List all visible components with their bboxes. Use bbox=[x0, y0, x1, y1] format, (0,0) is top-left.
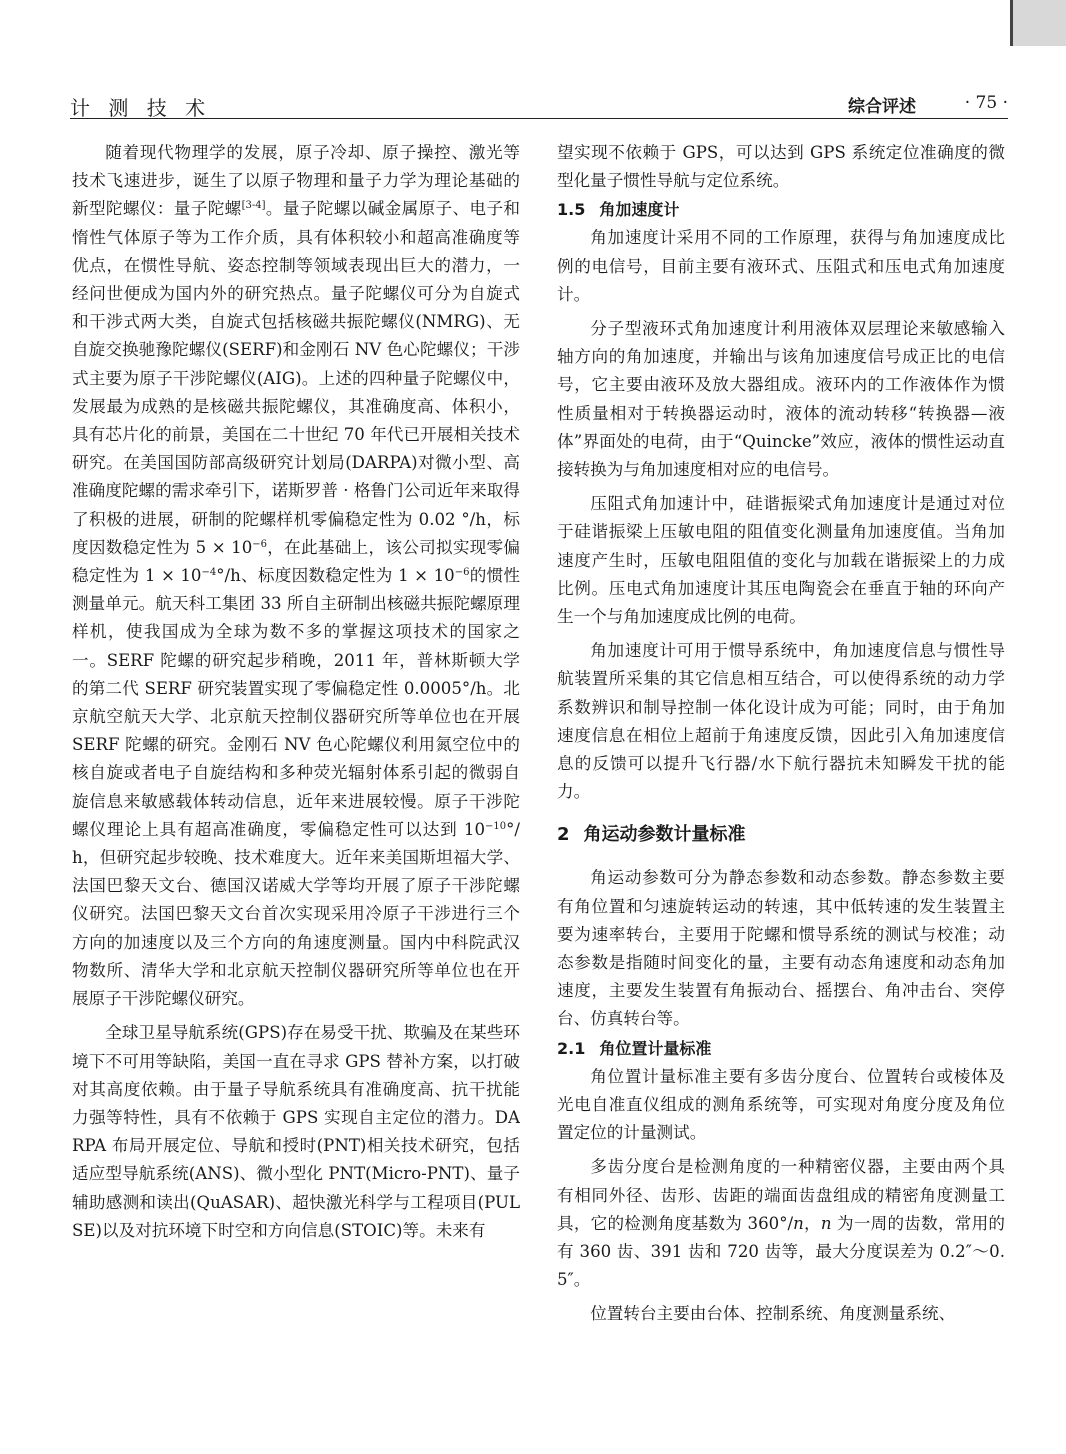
header-rule bbox=[70, 118, 1008, 119]
paragraph-liquid-ring: 分子型液环式角加速度计利用液体双层理论来敏感输入轴方向的角加速度，并输出与该角加速度信号成正比的电信号，它主要由液环及放大器组成。液环内的工作液体作为惯性质量相对于转换器运动时，液体的流动转移“转换器—液体”界面处的电荷，由于“Quincke”效应，液体的惯性运动直接转换为与角加速度相对应的电信号。 bbox=[557, 319, 1005, 480]
page-number: · 75 · bbox=[964, 93, 1008, 113]
paragraph-angular-position-standard: 角位置计量标准主要有多齿分度台、位置转台或棱体及光电自准直仪组成的测角系统等，可实现对角度分度及角位置定位的计量测试。 bbox=[557, 1066, 1005, 1143]
paragraph-piezoresistive: 压阻式角加速计中，硅谐振梁式角加速度计是通过对位于硅谐振梁上压敏电阻的阻值变化测量角加速度值。当角加速度产生时，压敏电阻阻值的变化与加载在谐振梁上的力成比例。压电式角加速度计其压电陶瓷会在垂直于轴的环向产生一个与角加速度成比例的电荷。 bbox=[557, 494, 1005, 627]
paragraph-continued: 望实现不依赖于 GPS，可以达到 GPS 系统定位准确度的微型化量子惯性导航与定位系统。 bbox=[557, 143, 1005, 191]
page-header bbox=[70, 90, 1008, 126]
citation-ref[interactable]: [3-4] bbox=[241, 200, 266, 212]
left-column bbox=[72, 139, 520, 1379]
paragraph-quantum-gyro: 随着现代物理学的发展，原子冷却、原子操控、激光等技术飞速进步，诞生了以原子物理和量子力学为理论基础的新型陀螺仪：量子陀螺[3-4]。量子陀螺以碱金属原子、电子和惰性气体原子等为工作介质，具有体积较小和超高准确度等优点，在惯性导航、姿态控制等领域表现出巨大的潜力，一经问世便成为国内外的研究热点。量子陀螺仪可分为自旋式和干涉式两大类，自旋式包括核磁共振陀螺仪(NMRG)、无自旋交换驰豫陀螺仪(SERF)和金刚石 NV 色心陀螺仪；干涉式主要为原子干涉陀螺仪(AIG)。上述的四种量子陀螺仪中，发展最为成熟的是核磁共振陀螺仪，其准确度高、体积小，具有芯片化的前景，美国在二十世纪 70 年代已开展相关技术研究。在美国国防部高级研究计划局(DARPA)对微小型、高准确度陀螺的需求牵引下，诺斯罗普 · 格鲁门公司近年来取得了积极的进展，研制的陀螺样机零偏稳定性为 0.02 °/h，标度因数稳定性为 $5 \times 10^{-6}$，在此基础上，该公司拟实现零偏稳定性为 $1 \times 10^{-4}^\circ/h$、标度因数稳定性为 $1 \times 10^{-6}$的惯性测量单元。航天科工集团 33 所自主研制出核磁共振陀螺原理样机，使我国成为全球为数不多的掌握这项技术的国家之一。SERF 陀螺的研究起步稍晚，2011 年，普林斯顿大学的第二代 SERF 研究装置实现了零偏稳定性 0.0005°/h。北京航空航天大学、北京航天控制仪器研究所等单位也在开展 SERF 陀螺的研究。金刚石 NV 色心陀螺仪利用氮空位中的核自旋或者电子自旋结构和多种荧光辐射体系引起的微弱自旋信息来敏感载体转动信息，近年来进展较慢。原子干涉陀螺仪理论上具有超高准确度，零偏稳定性可以达到 $10^{-10}^\circ/h$，但研究起步较晚、技术难度大。近年来美国斯坦福大学、法国巴黎天文台、德国汉诺威大学等均开展了原子干涉陀螺仪研究。法国巴黎天文台首次实现采用冷原子干涉进行三个方向的加速度以及三个方向的角速度测量。国内中科院武汉物数所、清华大学和北京航天控制仪器研究所等单位也在开展原子干涉陀螺仪研究。 bbox=[72, 143, 520, 1009]
paragraph-angular-params: 角运动参数可分为静态参数和动态参数。静态参数主要有角位置和匀速旋转运动的转速，其中低转速的发生装置主要为速率转台，主要用于陀螺和惯导系统的测试与校准；动态参数是指随时间变化的量，主要有动态角速度和动态角加速度，主要发生装置有角振动台、摇摆台、角冲击台、突停台、仿真转台等。 bbox=[557, 868, 1005, 1029]
paragraph-indexing-table: 多齿分度台是检测角度的一种精密仪器，主要由两个具有相同外径、齿形、齿距的端面齿盘组成的精密角度测量工具，它的检测角度基数为 360°/n，n 为一周的齿数，常用的有 360 齿、391 齿和 720 齿等，最大分度误差为 0.2″～0.5″。 bbox=[557, 1157, 1005, 1290]
heading-1-5: 1.5 角加速度计 bbox=[557, 200, 680, 220]
paragraph-position-turntable: 位置转台主要由台体、控制系统、角度测量系统、 bbox=[590, 1304, 956, 1324]
journal-name: 计 测 技 术 bbox=[70, 96, 212, 120]
page-corner-mark bbox=[1010, 0, 1066, 46]
heading-2-1: 2.1 角位置计量标准 bbox=[557, 1038, 712, 1058]
paragraph-applications: 角加速度计可用于惯导系统中，角加速度信息与惯性导航装置所采集的其它信息相互结合，可以使得系统的动力学系数辨识和制导控制一体化设计成为可能；同时，由于角加速度信息在相位上超前于角速度反馈，因此引入角加速度信息的反馈可以提升飞行器/水下航行器抗未知瞬发干扰的能力。 bbox=[557, 641, 1005, 802]
section-name: 综合评述 bbox=[848, 97, 916, 117]
paragraph-angular-accel-intro: 角加速度计采用不同的工作原理，获得与角加速度成比例的电信号，目前主要有液环式、压阻式和压电式角加速度计。 bbox=[557, 228, 1005, 304]
heading-2: 2 角运动参数计量标准 bbox=[557, 824, 746, 846]
right-column bbox=[557, 139, 1005, 1379]
paragraph-gps: 全球卫星导航系统(GPS)存在易受干扰、欺骗及在某些环境下不可用等缺陷，美国一直在寻求 GPS 替补方案，以打破对其高度依赖。由于量子导航系统具有准确度高、抗干扰能力强等特性，具有不依赖于 GPS 实现自主定位的潜力。DARPA 布局开展定位、导航和授时(PNT)相关技术研究，包括适应型导航系统(ANS)、微小型化 PNT(Micro-PNT)、量子辅助感测和读出(QuASAR)、超快激光科学与工程项目(PULSE)以及对抗环境下时空和方向信息(STOIC)等。未来有 bbox=[72, 1023, 520, 1240]
